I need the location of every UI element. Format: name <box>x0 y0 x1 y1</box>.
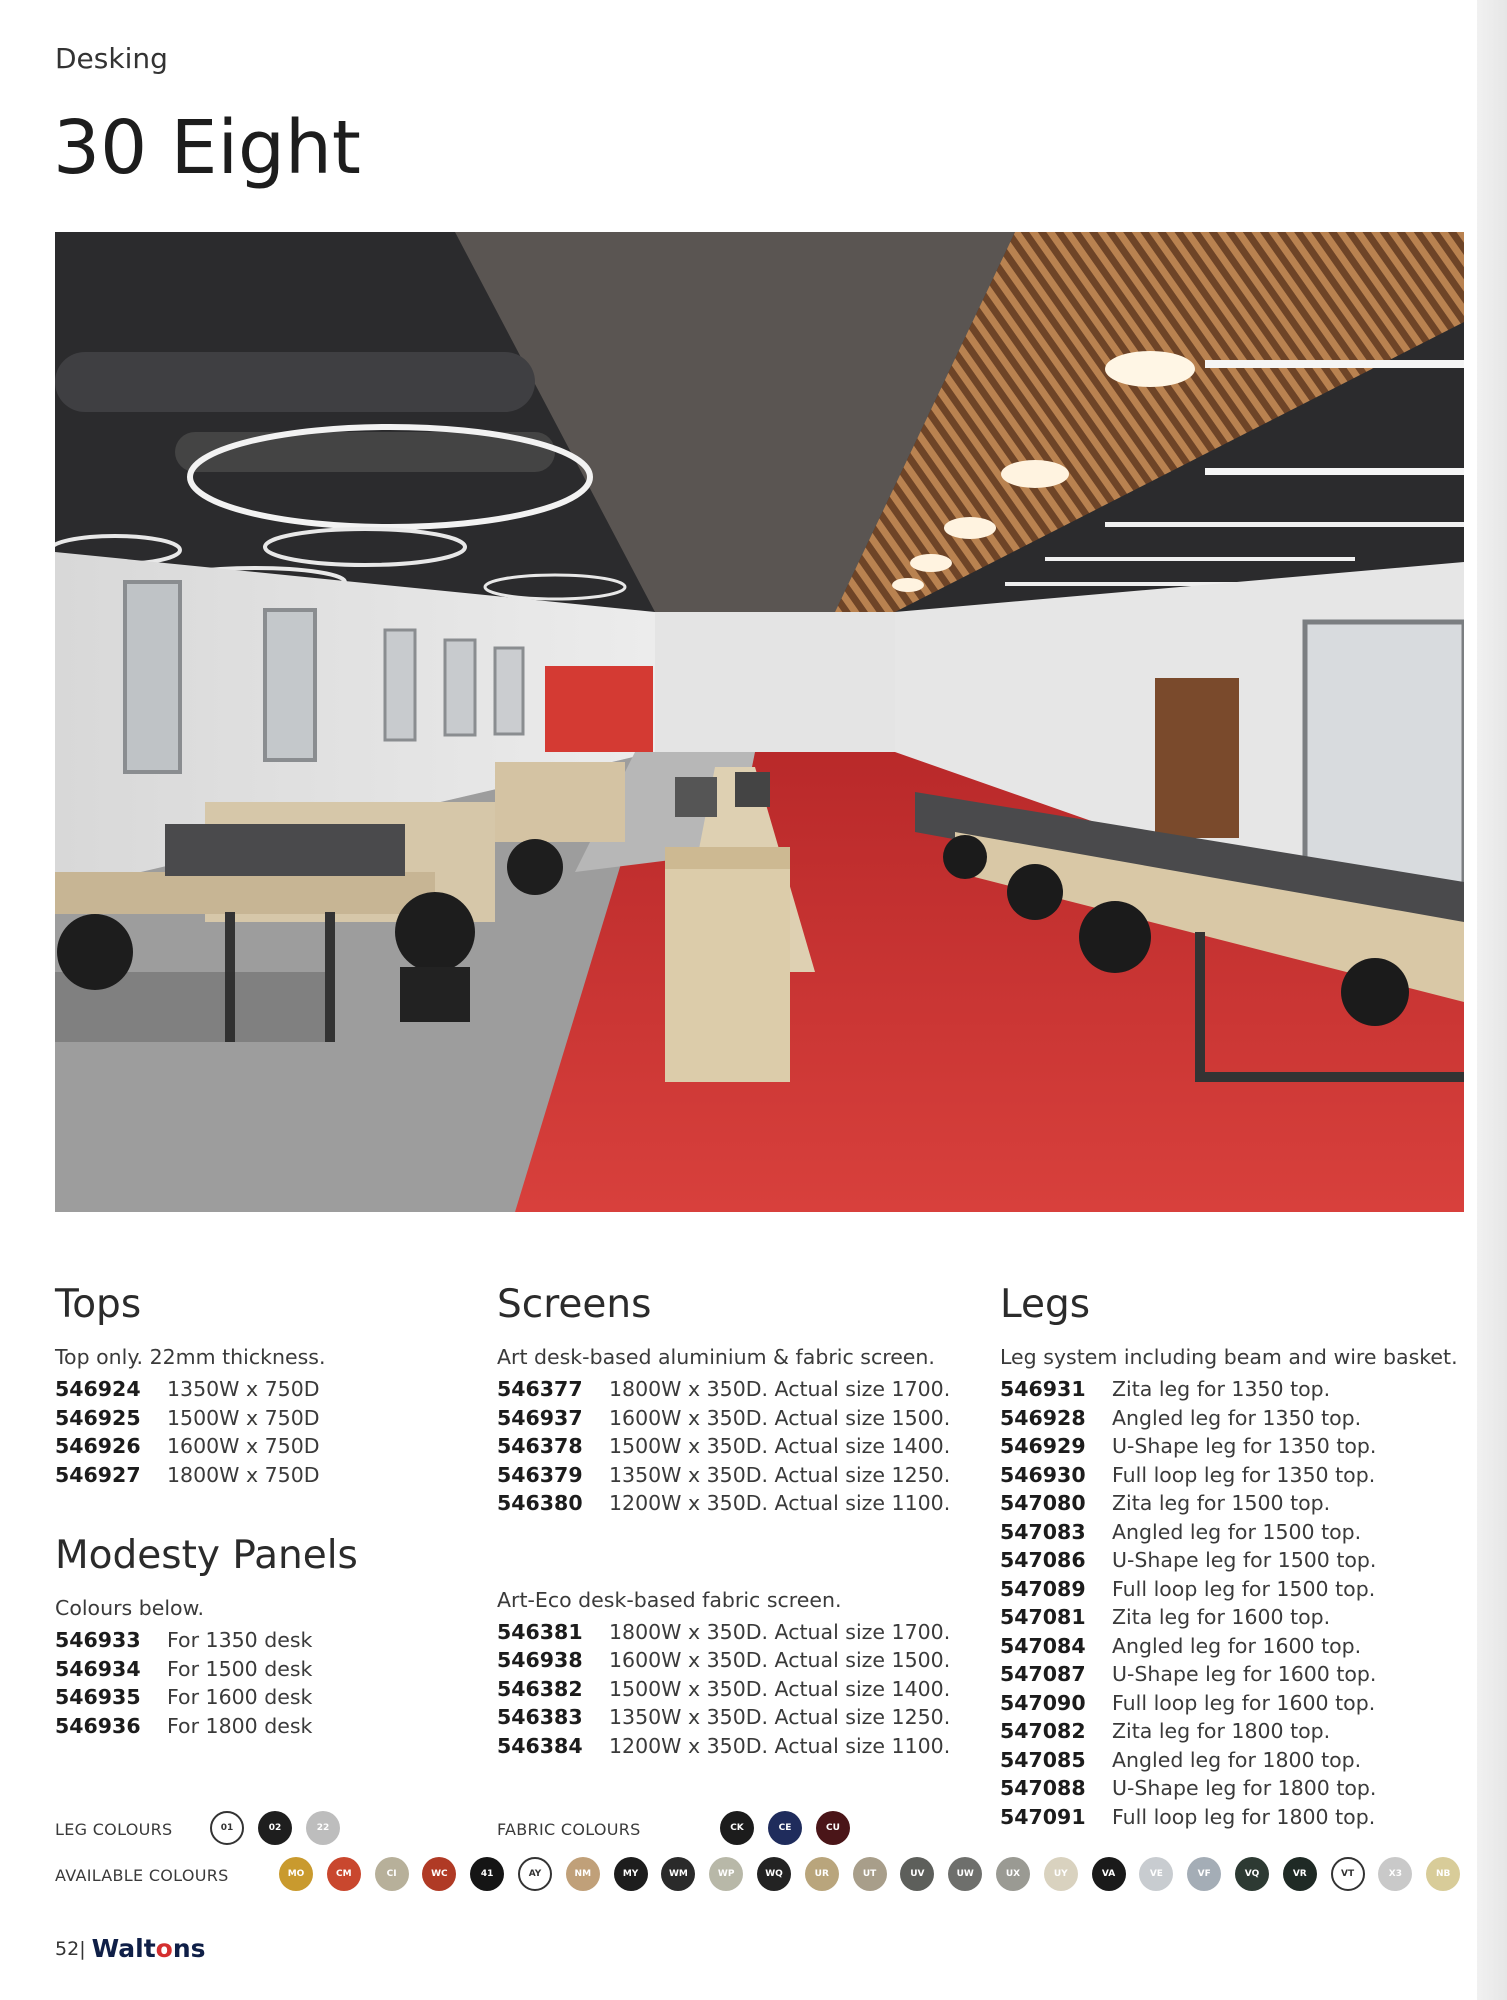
product-desc: 1600W x 350D. Actual size 1500. <box>609 1648 951 1672</box>
product-desc: U-Shape leg for 1500 top. <box>1112 1548 1377 1572</box>
colour-swatch: VA <box>1092 1857 1126 1891</box>
colour-swatch: WP <box>709 1857 743 1891</box>
product-desc: Zita leg for 1500 top. <box>1112 1491 1331 1515</box>
brand-logo: Waltons <box>91 1934 206 1963</box>
product-desc: For 1350 desk <box>167 1628 313 1652</box>
list-item <box>1000 1632 1458 1661</box>
colour-swatch: UR <box>805 1857 839 1891</box>
list-item <box>1000 1746 1458 1775</box>
list-item <box>55 1712 358 1741</box>
product-code: 547089 <box>1000 1576 1086 1601</box>
colour-swatch: UT <box>853 1857 887 1891</box>
list-item <box>497 1432 950 1461</box>
product-desc: 1500W x 750D <box>167 1405 320 1430</box>
list-item <box>497 1375 950 1404</box>
legs-list <box>1000 1375 1458 1831</box>
product-code: 546380 <box>497 1491 583 1515</box>
product-code: 546936 <box>55 1713 141 1738</box>
list-item <box>497 1618 950 1647</box>
product-code: 546933 <box>55 1628 141 1652</box>
list-item <box>497 1646 950 1675</box>
product-code: 546931 <box>1000 1377 1086 1401</box>
colour-swatch: VT <box>1331 1857 1365 1891</box>
colour-swatch: VR <box>1283 1857 1317 1891</box>
product-desc: Full loop leg for 1350 top. <box>1112 1462 1376 1487</box>
legs-intro: Leg system including beam and wire basket. <box>1000 1345 1458 1369</box>
product-desc: Zita leg for 1800 top. <box>1112 1719 1331 1743</box>
product-code: 546377 <box>497 1377 583 1401</box>
screens-intro-art-eco: Art-Eco desk-based fabric screen. <box>497 1587 842 1612</box>
tops-heading: Tops <box>55 1282 142 1327</box>
list-item <box>1000 1432 1458 1461</box>
product-code: 546930 <box>1000 1462 1086 1487</box>
list-item <box>55 1461 358 1490</box>
tops-intro: Top only. 22mm thickness. <box>55 1345 326 1369</box>
product-code: 547081 <box>1000 1605 1086 1629</box>
screens-list-art-eco <box>497 1618 950 1761</box>
product-desc: 1800W x 350D. Actual size 1700. <box>609 1377 951 1401</box>
product-desc: Angled leg for 1350 top. <box>1112 1405 1362 1430</box>
product-code: 546935 <box>55 1685 141 1709</box>
product-desc: 1500W x 350D. Actual size 1400. <box>609 1676 951 1701</box>
available-colours-label: AVAILABLE COLOURS <box>55 1866 229 1885</box>
page-title: 30 Eight <box>53 105 361 191</box>
list-item <box>497 1675 950 1704</box>
modesty-list <box>55 1626 358 1740</box>
product-code: 546924 <box>55 1377 141 1401</box>
page-edge-shadow <box>1477 0 1507 2000</box>
product-desc: Full loop leg for 1600 top. <box>1112 1690 1376 1715</box>
colour-swatch: NB <box>1426 1857 1460 1891</box>
list-item <box>1000 1717 1458 1746</box>
page-divider: | <box>79 1937 86 1960</box>
leg-colours-label: LEG COLOURS <box>55 1820 173 1839</box>
list-item <box>1000 1489 1458 1518</box>
colour-swatch: WC <box>422 1857 456 1891</box>
list-item <box>55 1375 358 1404</box>
colour-swatch: UY <box>1044 1857 1078 1891</box>
colour-swatch: VE <box>1139 1857 1173 1891</box>
colour-swatch: VF <box>1187 1857 1221 1891</box>
list-item <box>1000 1404 1458 1433</box>
screens-section <box>497 1282 950 1760</box>
list-item <box>1000 1546 1458 1575</box>
product-desc: U-Shape leg for 1800 top. <box>1112 1776 1377 1800</box>
screens-intro-art: Art desk-based aluminium & fabric screen. <box>497 1345 935 1369</box>
product-code: 547088 <box>1000 1776 1086 1800</box>
legs-section <box>1000 1282 1458 1831</box>
colour-swatch: CI <box>375 1857 409 1891</box>
product-code: 546378 <box>497 1434 583 1458</box>
colour-swatch: CE <box>768 1811 802 1845</box>
product-desc: For 1500 desk <box>167 1656 313 1681</box>
product-desc: Angled leg for 1500 top. <box>1112 1519 1362 1544</box>
list-item <box>497 1404 950 1433</box>
list-item <box>55 1626 358 1655</box>
product-desc: 1350W x 750D <box>167 1377 320 1401</box>
colour-swatch: 02 <box>258 1811 292 1845</box>
product-desc: For 1800 desk <box>167 1713 313 1738</box>
product-code: 546382 <box>497 1676 583 1701</box>
product-desc: Angled leg for 1800 top. <box>1112 1747 1362 1772</box>
spacer <box>497 1518 950 1570</box>
colour-swatch: UX <box>996 1857 1030 1891</box>
product-code: 547086 <box>1000 1548 1086 1572</box>
colour-swatch: X3 <box>1378 1857 1412 1891</box>
colour-swatch: CM <box>327 1857 361 1891</box>
tops-section <box>55 1282 358 1740</box>
product-code: 546925 <box>55 1405 141 1430</box>
colour-swatch: CU <box>816 1811 850 1845</box>
fabric-colours-label: FABRIC COLOURS <box>497 1820 641 1839</box>
product-code: 547087 <box>1000 1662 1086 1686</box>
product-desc: 1200W x 350D. Actual size 1100. <box>609 1491 951 1515</box>
list-item <box>497 1461 950 1490</box>
colour-swatch: AY <box>518 1857 552 1891</box>
product-code: 547091 <box>1000 1804 1086 1829</box>
colour-swatch: UV <box>900 1857 934 1891</box>
product-code: 546929 <box>1000 1434 1086 1458</box>
product-desc: 1600W x 350D. Actual size 1500. <box>609 1405 951 1430</box>
product-code: 546384 <box>497 1733 583 1758</box>
list-item <box>55 1655 358 1684</box>
list-item <box>1000 1375 1458 1404</box>
colour-swatch: NM <box>566 1857 600 1891</box>
product-code: 547080 <box>1000 1491 1086 1515</box>
list-item <box>1000 1660 1458 1689</box>
product-code: 547085 <box>1000 1747 1086 1772</box>
product-desc: Full loop leg for 1800 top. <box>1112 1804 1376 1829</box>
office-photo <box>55 232 1464 1212</box>
colour-swatch: 22 <box>306 1811 340 1845</box>
list-item <box>1000 1575 1458 1604</box>
list-item <box>1000 1461 1458 1490</box>
product-code: 546938 <box>497 1648 583 1672</box>
product-code: 546379 <box>497 1462 583 1487</box>
list-item <box>1000 1518 1458 1547</box>
product-desc: 1600W x 750D <box>167 1434 320 1458</box>
product-desc: U-Shape leg for 1350 top. <box>1112 1434 1377 1458</box>
product-code: 546381 <box>497 1619 583 1644</box>
screens-list-art <box>497 1375 950 1518</box>
colour-swatch: 41 <box>470 1857 504 1891</box>
product-code: 546383 <box>497 1705 583 1729</box>
legs-heading: Legs <box>1000 1282 1091 1327</box>
product-desc: 1500W x 350D. Actual size 1400. <box>609 1434 951 1458</box>
list-item <box>1000 1774 1458 1803</box>
list-item <box>55 1683 358 1712</box>
list-item <box>55 1432 358 1461</box>
product-code: 546926 <box>55 1434 141 1458</box>
colour-swatch: MY <box>614 1857 648 1891</box>
list-item <box>497 1489 950 1518</box>
modesty-intro: Colours below. <box>55 1596 204 1620</box>
product-desc: Zita leg for 1350 top. <box>1112 1377 1331 1401</box>
tops-list <box>55 1375 358 1489</box>
product-code: 547083 <box>1000 1519 1086 1544</box>
product-desc: U-Shape leg for 1600 top. <box>1112 1662 1377 1686</box>
modesty-heading: Modesty Panels <box>55 1533 358 1578</box>
product-code: 547084 <box>1000 1633 1086 1658</box>
list-item <box>497 1703 950 1732</box>
colour-swatch: VQ <box>1235 1857 1269 1891</box>
product-desc: Full loop leg for 1500 top. <box>1112 1576 1376 1601</box>
product-code: 546927 <box>55 1462 141 1487</box>
list-item <box>1000 1603 1458 1632</box>
colour-swatch: WM <box>661 1857 695 1891</box>
product-desc: Zita leg for 1600 top. <box>1112 1605 1331 1629</box>
product-desc: 1800W x 350D. Actual size 1700. <box>609 1619 951 1644</box>
colour-swatch: WQ <box>757 1857 791 1891</box>
colour-swatch: MO <box>279 1857 313 1891</box>
page-number: 52 <box>55 1937 80 1960</box>
colour-swatch: CK <box>720 1811 754 1845</box>
product-desc: 1350W x 350D. Actual size 1250. <box>609 1705 951 1729</box>
list-item <box>497 1732 950 1761</box>
list-item <box>55 1404 358 1433</box>
product-code: 547082 <box>1000 1719 1086 1743</box>
footer <box>55 1934 206 1963</box>
product-code: 546937 <box>497 1405 583 1430</box>
product-desc: Angled leg for 1600 top. <box>1112 1633 1362 1658</box>
product-code: 547090 <box>1000 1690 1086 1715</box>
list-item <box>1000 1803 1458 1832</box>
product-code: 546928 <box>1000 1405 1086 1430</box>
list-item <box>1000 1689 1458 1718</box>
product-desc: For 1600 desk <box>167 1685 313 1709</box>
section-label: Desking <box>55 42 168 75</box>
product-desc: 1800W x 750D <box>167 1462 320 1487</box>
product-desc: 1200W x 350D. Actual size 1100. <box>609 1733 951 1758</box>
colour-swatch: UW <box>948 1857 982 1891</box>
screens-heading: Screens <box>497 1282 652 1327</box>
product-desc: 1350W x 350D. Actual size 1250. <box>609 1462 951 1487</box>
colour-swatch: 01 <box>210 1811 244 1845</box>
product-code: 546934 <box>55 1656 141 1681</box>
